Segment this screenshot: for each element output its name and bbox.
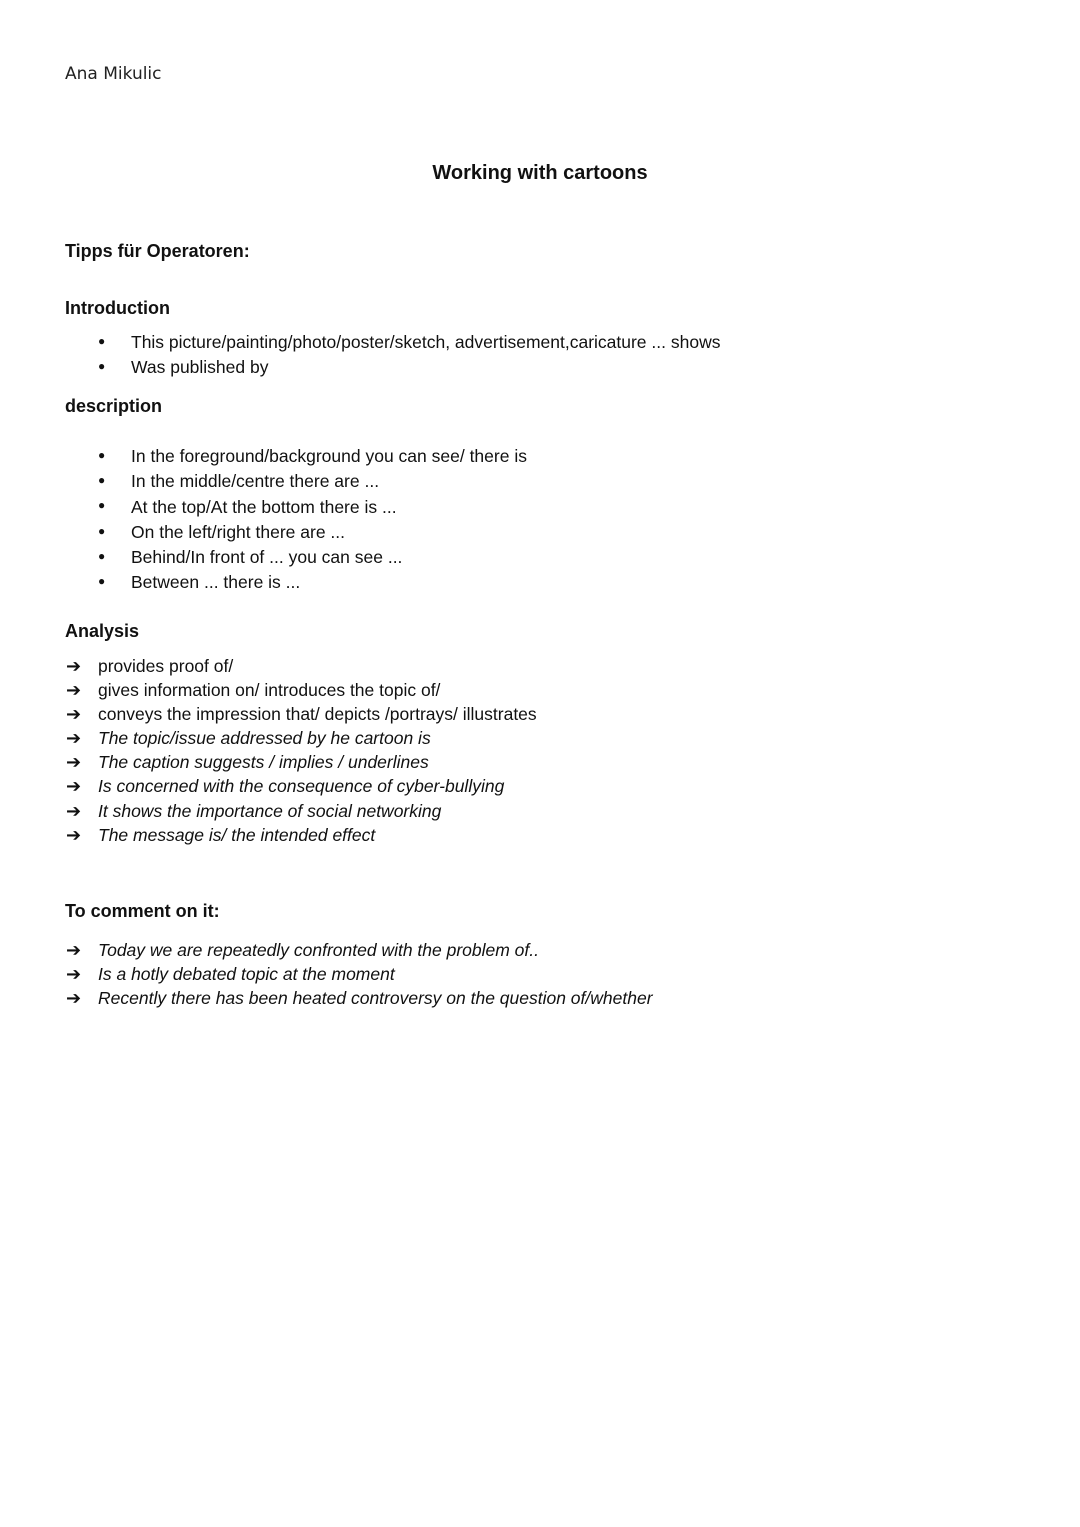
right-arrow-icon: ➔ (66, 728, 82, 750)
bullet-dot-icon: ● (98, 473, 106, 488)
list-item: ➔ The topic/issue addressed by he cartoon is (66, 728, 431, 750)
bullet-dot-icon: ● (98, 447, 106, 462)
bullet-dot-icon: ● (98, 333, 106, 348)
description-heading: description (65, 396, 163, 416)
list-item: ● At the top/At the bottom there is ... (97, 495, 527, 520)
description-list (97, 444, 527, 596)
list-item: ➔ conveys the impression that/ depicts /portrays/ illustrates (66, 704, 537, 726)
bullet-dot-icon: ● (98, 574, 106, 589)
subtitle-heading: Tipps für Operatoren: (65, 241, 250, 261)
list-item: ➔ Is a hotly debated topic at the moment (66, 964, 395, 986)
list-item: ➔ It shows the importance of social networking (66, 800, 442, 822)
list-item: ➔ Recently there has been heated controversy on the question of/whether (66, 988, 653, 1010)
comment-list (66, 938, 653, 1010)
introduction-heading: Introduction (65, 298, 170, 318)
right-arrow-icon: ➔ (66, 940, 82, 961)
list-item: ● Was published by (97, 355, 720, 380)
analysis-list (66, 654, 537, 847)
list-item: ● In the foreground/background you can see/ there is (97, 444, 527, 469)
right-arrow-icon: ➔ (66, 776, 82, 798)
page-title: Working with cartoons (432, 162, 648, 184)
list-item: ● On the left/right there are ... (97, 520, 527, 545)
list-item: ● Between ... there is ... (97, 570, 527, 595)
bullet-dot-icon: ● (98, 523, 106, 538)
list-item: ➔ provides proof of/ (66, 656, 234, 677)
bullet-dot-icon: ● (98, 549, 106, 564)
bullet-dot-icon: ● (98, 498, 106, 513)
right-arrow-icon: ➔ (66, 988, 82, 1010)
list-item: ➔ gives information on/ introduces the topic of/ (66, 680, 441, 702)
list-item: ● In the middle/centre there are ... (97, 469, 527, 494)
right-arrow-icon: ➔ (66, 680, 82, 702)
right-arrow-icon: ➔ (66, 800, 82, 822)
list-item: ➔ The message is/ the intended effect (66, 824, 376, 846)
right-arrow-icon: ➔ (66, 752, 82, 774)
right-arrow-icon: ➔ (66, 964, 82, 986)
list-item: ➔ The caption suggests / implies / underlines (66, 752, 429, 774)
list-item: ➔ Is concerned with the consequence of cyber-bullying (66, 776, 505, 798)
comment-heading: To comment on it: (65, 901, 220, 921)
list-item: ➔ Today we are repeatedly confronted with the problem of.. (66, 940, 540, 961)
author-name: Ana Mikulic (65, 64, 162, 84)
list-item: ● This picture/painting/photo/poster/sketch, advertisement,caricature ... shows (97, 330, 720, 355)
right-arrow-icon: ➔ (66, 704, 82, 726)
bullet-dot-icon: ● (98, 359, 106, 374)
list-item: ● Behind/In front of ... you can see ... (97, 545, 527, 570)
right-arrow-icon: ➔ (66, 824, 82, 846)
right-arrow-icon: ➔ (66, 656, 82, 677)
analysis-heading: Analysis (65, 621, 140, 641)
introduction-list (97, 330, 720, 381)
